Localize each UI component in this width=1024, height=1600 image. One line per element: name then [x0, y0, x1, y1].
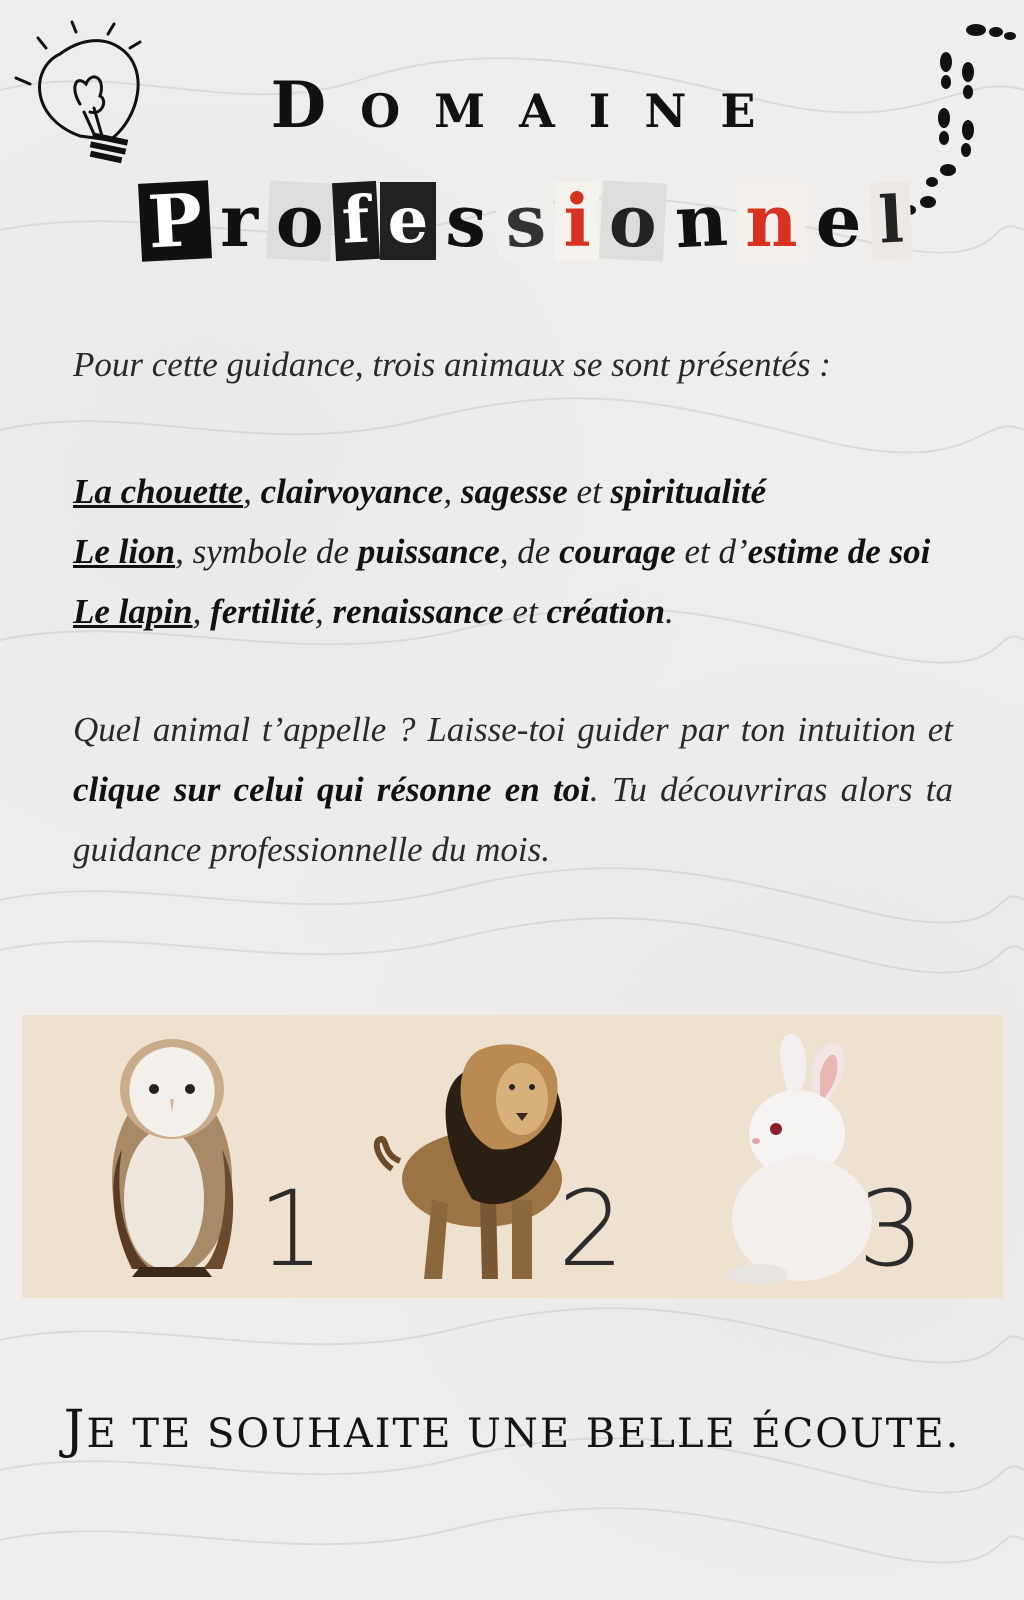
title-letter: e — [813, 176, 864, 265]
animal-choice-band — [22, 1015, 1003, 1298]
title-letter: e — [380, 182, 437, 260]
animal-row-lion: Le lion, symbole de puissance, de courage et d’estime de soi — [73, 532, 931, 571]
animals-list — [73, 462, 973, 642]
closing-line: JE TE SOUHAITE UNE BELLE ÉCOUTE. — [63, 1400, 961, 1460]
choice-number-1: 1 — [258, 1168, 325, 1290]
link-lion[interactable]: Le lion — [73, 532, 176, 571]
choice-number-3: 3 — [858, 1168, 925, 1290]
closing-text — [0, 1400, 1024, 1460]
title-letter: s — [444, 176, 490, 265]
animal-row-rabbit: Le lapin, fertilité, renaissance et création. — [73, 592, 674, 631]
choice-owl[interactable] — [82, 1015, 325, 1298]
owl-icon — [92, 1029, 252, 1289]
choice-number-2: 2 — [558, 1168, 625, 1290]
choice-lion[interactable] — [372, 1015, 632, 1298]
choice-rabbit[interactable] — [702, 1015, 962, 1298]
animal-row-owl: La chouette, clairvoyance, sagesse et spiritualité — [73, 472, 767, 511]
title-letter: o — [599, 180, 667, 261]
title-letter: f — [332, 181, 380, 261]
link-rabbit[interactable]: Le lapin — [73, 592, 193, 631]
title-letter: o — [266, 180, 334, 261]
title-domaine — [18, 68, 1024, 143]
title-letter: l — [869, 181, 913, 261]
link-owl[interactable]: La chouette — [73, 472, 244, 511]
rabbit-icon — [702, 1029, 872, 1289]
lion-icon — [372, 1029, 582, 1289]
title-letter: P — [138, 180, 212, 262]
question-text: Quel animal t’appelle ? Laisse-toi guider par ton intuition et clique sur celui qui résonne en toi. Tu découvriras alors ta guidance professionnelle du mois. — [73, 710, 953, 869]
title-letter: r — [220, 178, 259, 263]
title-professionnel — [140, 160, 914, 265]
title-letter: n — [672, 176, 730, 265]
title-letter: i — [555, 182, 598, 260]
title-line1: DOMAINE — [270, 68, 790, 143]
title-letter: s — [495, 181, 556, 262]
intro-text: Pour cette guidance, trois animaux se sont présentés : — [73, 345, 831, 384]
title-letter: n — [737, 182, 805, 260]
